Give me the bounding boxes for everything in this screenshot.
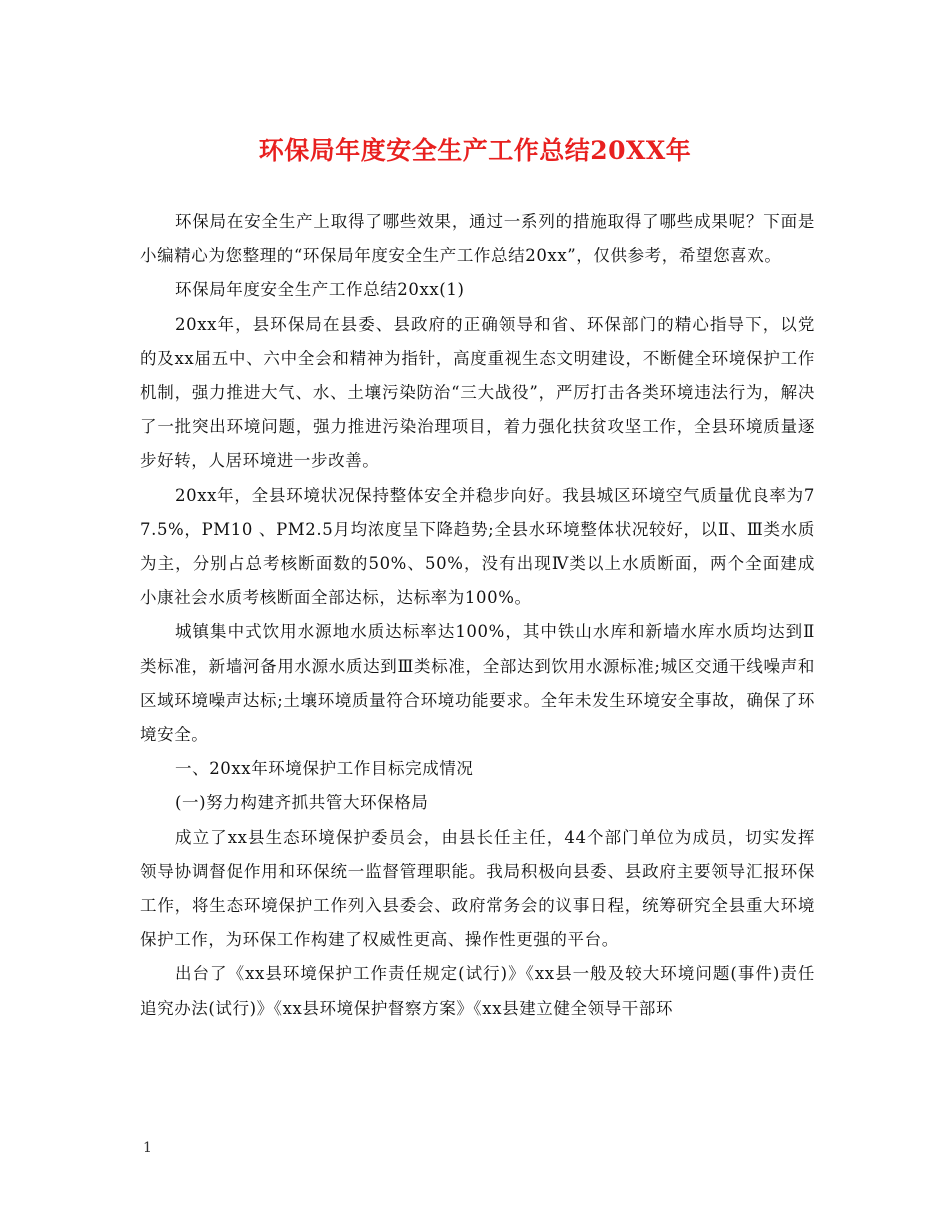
document-title: 环保局年度安全生产工作总结20XX年 [258, 136, 692, 165]
page-number: 1 [143, 1140, 152, 1156]
paragraph-intro: 环保局在安全生产上取得了哪些效果，通过一系列的措施取得了哪些成果呢？下面是小编精心为您整理的“环保局年度安全生产工作总结20xx”，仅供参考，希望您喜欢。 [140, 212, 815, 266]
paragraph-regulations: 出台了《xx县环境保护工作责任规定(试行)》《xx县一般及较大环境问题(事件)责任追究办法(试行)》《xx县环境保护督察方案》《xx县建立健全领导干部环 [140, 964, 815, 1018]
paragraph-committee: 成立了xx县生态环境保护委员会，由县长任主任，44个部门单位为成员，切实发挥领导协调督促作用和环保统一监督管理职能。我局积极向县委、县政府主要领导汇报环保工作，将生态环境保护工作列入县委会、政府常务会的议事日程，统筹研究全县重大环境保护工作，为环保工作构建了权威性更高、操作性更强的平台。 [140, 827, 815, 950]
section-heading-1: 一、20xx年环境保护工作目标完成情况 [175, 759, 474, 779]
paragraph-drinking-water: 城镇集中式饮用水源地水质达标率达100%，其中铁山水库和新墙水库水质均达到Ⅱ类标准，新墙河备用水源水质达到Ⅲ类标准，全部达到饮用水源标准;城区交通干线噪声和区域环境噪声达标;土壤环境质量符合环境功能要求。全年未发生环境安全事故，确保了环境安全。 [140, 622, 815, 745]
paragraph-subtitle: 环保局年度安全生产工作总结20xx(1) [175, 280, 465, 300]
subsection-heading-1: (一)努力构建齐抓共管大环保格局 [175, 793, 429, 813]
document-body [140, 205, 815, 1026]
paragraph-air-water-quality: 20xx年，全县环境状况保持整体安全并稳步向好。我县城区环境空气质量优良率为77.5%，PM10 、PM2.5月均浓度呈下降趋势;全县水环境整体状况较好，以Ⅱ、Ⅲ类水质为主，分别占总考核断面数的50%、50%，没有出现Ⅳ类以上水质断面，两个全面建成小康社会水质考核断面全部达标，达标率为100%。 [140, 485, 815, 608]
paragraph-overview: 20xx年，县环保局在县委、县政府的正确领导和省、环保部门的精心指导下，以党的及xx届五中、六中全会和精神为指针，高度重视生态文明建设，不断健全环境保护工作机制，强力推进大气、水、土壤污染防治“三大战役”，严厉打击各类环境违法行为，解决了一批突出环境问题，强力推进污染治理项目，着力强化扶贫攻坚工作，全县环境质量逐步好转，人居环境进一步改善。 [140, 314, 815, 471]
